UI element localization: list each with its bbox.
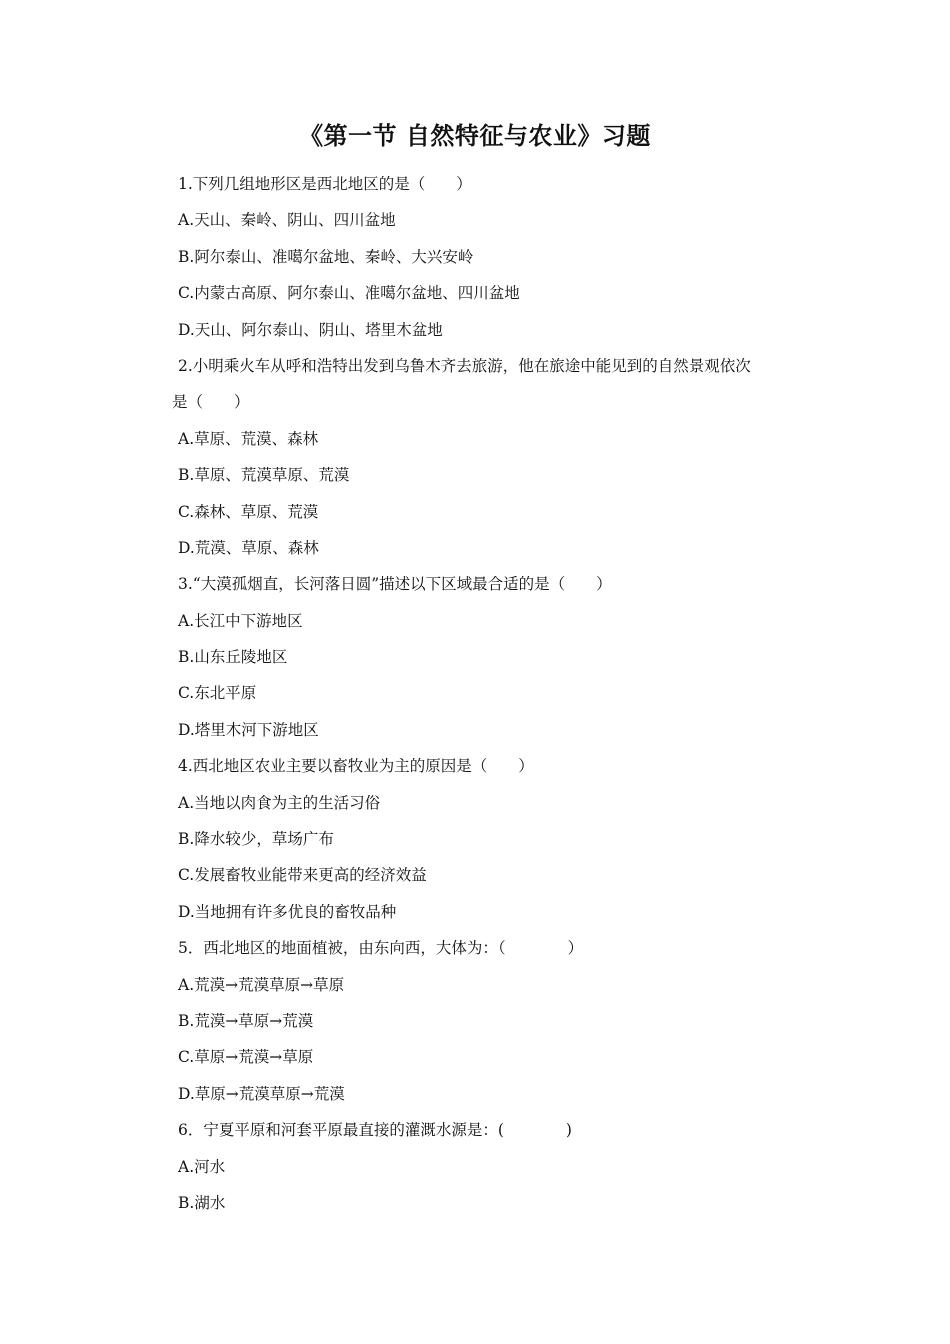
question-4-option-c: C.发展畜牧业能带来更高的经济效益	[178, 866, 427, 885]
question-1-stem: 1.下列几组地形区是西北地区的是（ ）	[178, 175, 472, 193]
question-4-option-a: A.当地以肉食为主的生活习俗	[178, 793, 381, 812]
question-1-option-c: C.内蒙古高原、阿尔泰山、准噶尔盆地、四川盆地	[178, 284, 520, 303]
question-4-option-b: B.降水较少，草场广布	[178, 830, 334, 849]
question-6-stem: 6．宁夏平原和河套平原最直接的灌溉水源是：( )	[178, 1121, 572, 1140]
question-3-option-d: D.塔里木河下游地区	[178, 720, 319, 739]
question-1-option-d: D.天山、阿尔泰山、阴山、塔里木盆地	[178, 320, 443, 339]
question-5-option-b: B.荒漠→草原→荒漠	[178, 1011, 314, 1030]
question-5-option-d: D.草原→荒漠草原→荒漠	[178, 1084, 345, 1103]
question-5-option-c: C.草原→荒漠→草原	[178, 1048, 314, 1067]
question-4-option-d: D.当地拥有许多优良的畜牧品种	[178, 902, 397, 921]
question-2-stem-continued: 是（ ）	[172, 393, 250, 412]
page-title: 《第一节 自然特征与农业》习题	[299, 121, 651, 150]
question-4-stem: 4.西北地区农业主要以畜牧业为主的原因是（ ）	[178, 757, 534, 776]
question-5-stem: 5．西北地区的地面植被，由东向西，大体为：（ ）	[178, 939, 584, 958]
question-3-stem: 3.“大漠孤烟直，长河落日圆”描述以下区域最合适的是（ ）	[178, 575, 612, 594]
question-2-stem: 2.小明乘火车从呼和浩特出发到乌鲁木齐去旅游，他在旅途中能见到的自然景观依次	[178, 356, 751, 375]
question-2-option-d: D.荒漠、草原、森林	[178, 538, 319, 557]
question-3-option-c: C.东北平原	[178, 684, 257, 703]
question-2-option-a: A.草原、荒漠、森林	[178, 429, 319, 448]
question-2-option-b: B.草原、荒漠草原、荒漠	[178, 466, 350, 485]
question-1-option-b: B.阿尔泰山、准噶尔盆地、秦岭、大兴安岭	[178, 247, 474, 266]
question-5-option-a: A.荒漠→荒漠草原→草原	[178, 975, 345, 994]
question-6-option-a: A.河水	[178, 1157, 226, 1176]
question-list	[172, 166, 802, 1221]
question-2-option-c: C.森林、草原、荒漠	[178, 502, 319, 521]
question-1-option-a: A.天山、秦岭、阴山、四川盆地	[178, 211, 396, 230]
question-3-option-b: B.山东丘陵地区	[178, 648, 288, 667]
question-3-option-a: A.长江中下游地区	[178, 611, 303, 630]
question-6-option-b: B.湖水	[178, 1193, 226, 1212]
